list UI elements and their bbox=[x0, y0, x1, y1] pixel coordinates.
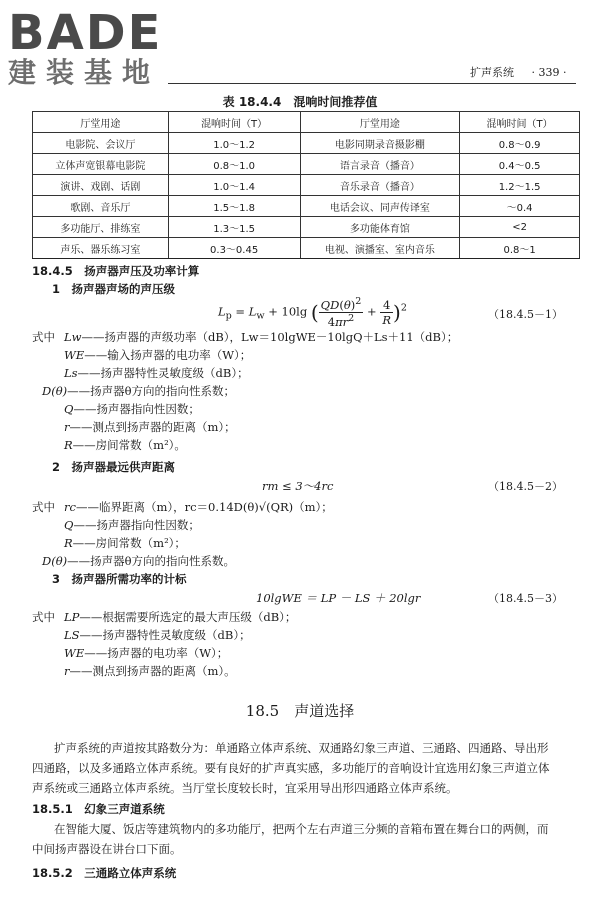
definition-item bbox=[64, 364, 584, 382]
table-caption: 表 18.4.4 混响时间推荐值 bbox=[222, 95, 378, 109]
table-cell: 语言录音（播音） bbox=[300, 154, 460, 175]
definition-symbol: r bbox=[64, 664, 70, 678]
table-cell: 电视、演播室、室内音乐 bbox=[300, 238, 460, 259]
definition-text: ——扬声器θ方向的指向性系数。 bbox=[67, 554, 236, 568]
header-rule bbox=[168, 83, 576, 84]
running-header bbox=[470, 64, 566, 80]
table-cell: 0.3～0.45 bbox=[168, 238, 300, 259]
paragraph-channels bbox=[32, 738, 584, 798]
subsection-heading-18-5-2: 18.5.2 三通路立体声系统 bbox=[32, 866, 177, 880]
table-row bbox=[33, 154, 580, 175]
table-header-cell: 厅堂用途 bbox=[300, 112, 460, 133]
table-cell: 声乐、器乐练习室 bbox=[33, 238, 169, 259]
table-cell: 多功能厅、排练室 bbox=[33, 217, 169, 238]
definition-item bbox=[64, 436, 584, 454]
item-3-heading: 3 扬声器所需功率的计标 bbox=[52, 572, 187, 586]
equation-3: 10lgWE ＝ LP － LS ＋ 20lgr bbox=[256, 591, 421, 605]
definition-symbol: r bbox=[64, 420, 70, 434]
table-cell: 电影同期录音摄影棚 bbox=[300, 133, 460, 154]
definition-item bbox=[42, 552, 584, 570]
table-cell: 立体声宽银幕电影院 bbox=[33, 154, 169, 175]
equation-1: $L_p = L_w + 10\lg$ ( $\frac{QD(\theta)^2}{4\pi r^2}$ + $\frac{4}{R}$ )$^2$ bbox=[218, 296, 407, 329]
definition-item bbox=[64, 400, 584, 418]
table-cell: 歌剧、音乐厅 bbox=[33, 196, 169, 217]
definition-symbol: Lw bbox=[64, 330, 82, 344]
definition-item bbox=[42, 382, 584, 400]
table-cell: <2 bbox=[460, 217, 580, 238]
table-cell: 0.8～1 bbox=[460, 238, 580, 259]
definition-item bbox=[64, 644, 584, 662]
definition-item bbox=[64, 346, 584, 364]
definition-text: ——扬声器的声级功率（dB），Lw＝10lgWE－10lgQ＋Ls＋11（dB）； bbox=[81, 330, 459, 344]
table-header-row bbox=[33, 112, 580, 133]
definition-symbol: Ls bbox=[64, 366, 78, 380]
section-heading-18-4-5: 18.4.5 扬声器声压及功率计算 bbox=[32, 264, 200, 278]
paragraph-line: 四通路，以及多通路立体声系统。要有良好的扩声真实感，多功能厅的音响设计宜选用幻象三声道立体 bbox=[32, 761, 550, 775]
table-cell: 1.5～1.8 bbox=[168, 196, 300, 217]
table-header-cell: 混响时间（T） bbox=[460, 112, 580, 133]
definition-text: ——扬声器指向性因数； bbox=[73, 518, 200, 532]
definition-text: ——扬声器特性灵敏度级（dB）； bbox=[79, 628, 251, 642]
table-cell: 演讲、戏剧、话剧 bbox=[33, 175, 169, 196]
table-cell: 1.0～1.4 bbox=[168, 175, 300, 196]
definition-text: ——房间常数（m²）。 bbox=[72, 438, 186, 452]
definition-text: ——扬声器特性灵敏度级（dB）； bbox=[77, 366, 249, 380]
definition-text: ——根据需要所选定的最大声压级（dB）； bbox=[79, 610, 297, 624]
definition-item bbox=[64, 516, 584, 534]
definition-symbol: Q bbox=[64, 518, 74, 532]
table-cell: 1.0～1.2 bbox=[168, 133, 300, 154]
table-cell: 1.2～1.5 bbox=[460, 175, 580, 196]
definition-symbol: LS bbox=[64, 628, 80, 642]
definition-symbol: R bbox=[64, 438, 73, 452]
where-label: 式中 bbox=[32, 500, 55, 514]
paragraph-phantom bbox=[32, 819, 584, 859]
definition-symbol: rc bbox=[64, 500, 76, 514]
definition-symbol: WE bbox=[64, 646, 85, 660]
definition-text: ——扬声器θ方向的指向性系数； bbox=[67, 384, 236, 398]
table-row bbox=[33, 196, 580, 217]
equation-1-number: （18.4.5－1） bbox=[488, 308, 563, 321]
table-row bbox=[33, 238, 580, 259]
definition-item bbox=[64, 626, 584, 644]
table-cell: 音乐录音（播音） bbox=[300, 175, 460, 196]
item-1-heading: 1 扬声器声场的声压级 bbox=[52, 282, 176, 296]
table-row bbox=[33, 175, 580, 196]
header-section: 扩声系统 bbox=[470, 66, 514, 79]
section-title-18-5: 18.5 声道选择 bbox=[245, 702, 355, 720]
table-cell: ～0.4 bbox=[460, 196, 580, 217]
item-2-heading: 2 扬声器最远供声距离 bbox=[52, 460, 176, 474]
table-header-cell: 厅堂用途 bbox=[33, 112, 169, 133]
definition-item bbox=[64, 418, 584, 436]
definition-symbol: LP bbox=[64, 610, 80, 624]
table-cell: 0.8～0.9 bbox=[460, 133, 580, 154]
table-cell: 0.4～0.5 bbox=[460, 154, 580, 175]
logo-brand: BADE bbox=[8, 5, 163, 61]
table-cell: 电影院、会议厅 bbox=[33, 133, 169, 154]
definition-text: ——扬声器指向性因数； bbox=[73, 402, 200, 416]
definition-item bbox=[64, 328, 584, 346]
table-cell: 多功能体育馆 bbox=[300, 217, 460, 238]
definition-symbol: R bbox=[64, 536, 73, 550]
definition-text: ——扬声器的电功率（W）； bbox=[84, 646, 229, 660]
definition-item bbox=[64, 498, 584, 516]
table-row bbox=[33, 133, 580, 154]
where-label: 式中 bbox=[32, 610, 55, 624]
paragraph-line: 扩声系统的声道按其路数分为：单通路立体声系统、双通路幻象三声道、三通路、四通路、导出形 bbox=[54, 741, 549, 755]
definition-symbol: D(θ) bbox=[42, 554, 68, 568]
table-cell: 电话会议、同声传译室 bbox=[300, 196, 460, 217]
paragraph-line: 声系统或三通路立体声系统。当厅堂长度较长时，宜采用导出形四通路立体声系统。 bbox=[32, 781, 458, 795]
definition-text: ——测点到扬声器的距离（m）。 bbox=[69, 664, 236, 678]
definition-text: ——临界距离（m），rc＝0.14D(θ)√(QR)（m）； bbox=[75, 500, 333, 514]
equation-2-number: （18.4.5－2） bbox=[488, 480, 563, 493]
equation-3-number: （18.4.5－3） bbox=[488, 592, 563, 605]
table-header-cell: 混响时间（T） bbox=[168, 112, 300, 133]
definition-symbol: Q bbox=[64, 402, 74, 416]
subsection-heading-18-5-1: 18.5.1 幻象三声道系统 bbox=[32, 802, 165, 816]
reverb-table bbox=[32, 111, 580, 259]
logo-subtitle: 建装基地 bbox=[8, 56, 161, 89]
definitions-3 bbox=[64, 608, 584, 680]
definition-symbol: D(θ) bbox=[42, 384, 68, 398]
page-number: · 339 · bbox=[531, 66, 567, 79]
definition-item bbox=[64, 608, 584, 626]
definition-item bbox=[64, 534, 584, 552]
table-cell: 0.8～1.0 bbox=[168, 154, 300, 175]
where-label: 式中 bbox=[32, 330, 55, 344]
definition-symbol: WE bbox=[64, 348, 85, 362]
table-cell: 1.3～1.5 bbox=[168, 217, 300, 238]
table-row bbox=[33, 217, 580, 238]
equation-2: rm ≤ 3～4rc bbox=[262, 479, 334, 493]
definition-text: ——测点到扬声器的距离（m）； bbox=[69, 420, 236, 434]
definition-text: ——输入扬声器的电功率（W）； bbox=[84, 348, 252, 362]
definition-item bbox=[64, 662, 584, 680]
paragraph-line: 中间扬声器设在讲台口下面。 bbox=[32, 842, 182, 856]
publisher-logo bbox=[8, 5, 178, 89]
paragraph-line: 在智能大厦、饭店等建筑物内的多功能厅，把两个左右声道三分频的音箱布置在舞台口的两侧，而 bbox=[54, 822, 549, 836]
definition-text: ——房间常数（m²）； bbox=[72, 536, 186, 550]
